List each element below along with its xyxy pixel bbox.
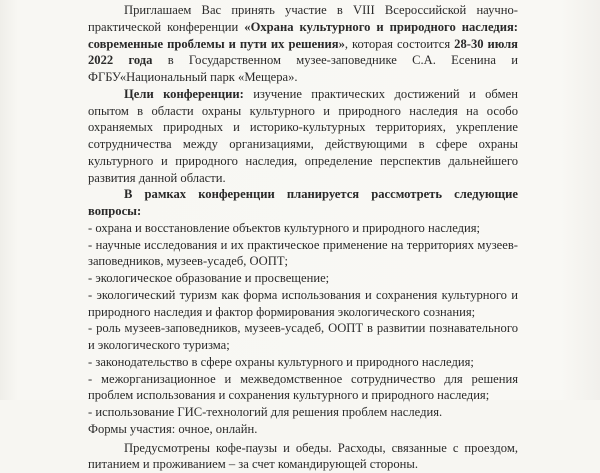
expenses-paragraph: Предусмотрены кофе-паузы и обеды. Расходы, связанные с проездом, питанием и проживанием – за счет командирующей стороны.: [88, 440, 518, 473]
list-item: - научные исследования и их практическое применение на территориях музеев-заповедников, музеев-усадеб, ООПТ;: [88, 237, 518, 271]
list-item: - охрана и восстановление объектов культурного и природного наследия;: [88, 220, 518, 237]
document-body: [88, 2, 518, 473]
intro-text-3: в Государственном музее-заповеднике С.А. Есенина и ФГБУ«Национальный парк «Мещера».: [88, 53, 518, 84]
list-item: - использование ГИС-технологий для решения проблем наследия.: [88, 404, 518, 421]
conference-dates: 28-30 июля 2022 года: [88, 37, 518, 68]
intro-paragraph: [88, 2, 518, 86]
list-item: - межорганизационное и межведомственное сотрудничество для решения проблем использования и сохранения культурного и природного наследия;: [88, 371, 518, 405]
intro-text-2: , которая состоится: [345, 37, 454, 51]
goals-text: изучение практических достижений и обмен опытом в области охраны культурного и природного наследия на особо охраняемых природных и историко-культурных территориях, укрепление сотрудничества между организациями, действующими в сфере охраны культурного и природного наследия, определение перспектив дальнейшего развития данной области.: [88, 87, 518, 185]
list-item: - экологическое образование и просвещение;: [88, 270, 518, 287]
conference-title: «Охрана культурного и природного наследия: современные проблемы и пути их решения»: [88, 20, 518, 51]
goals-label: Цели конференции:: [124, 87, 244, 101]
list-item: - экологический туризм как форма использования и сохранения культурного и природного наследия и фактор формирования экологического сознания;: [88, 287, 518, 321]
participation-forms: Формы участия: очное, онлайн.: [88, 421, 518, 438]
list-item: - роль музеев-заповедников, музеев-усадеб, ООПТ в развитии познавательного и экологического туризма;: [88, 320, 518, 354]
goals-paragraph: [88, 86, 518, 187]
questions-heading: В рамках конференции планируется рассмотреть следующие вопросы:: [88, 186, 518, 220]
list-item: - законодательство в сфере охраны культурного и природного наследия;: [88, 354, 518, 371]
intro-text-1: Приглашаем Вас принять участие в VIII Всероссийской научно-практической конференции: [88, 3, 518, 34]
